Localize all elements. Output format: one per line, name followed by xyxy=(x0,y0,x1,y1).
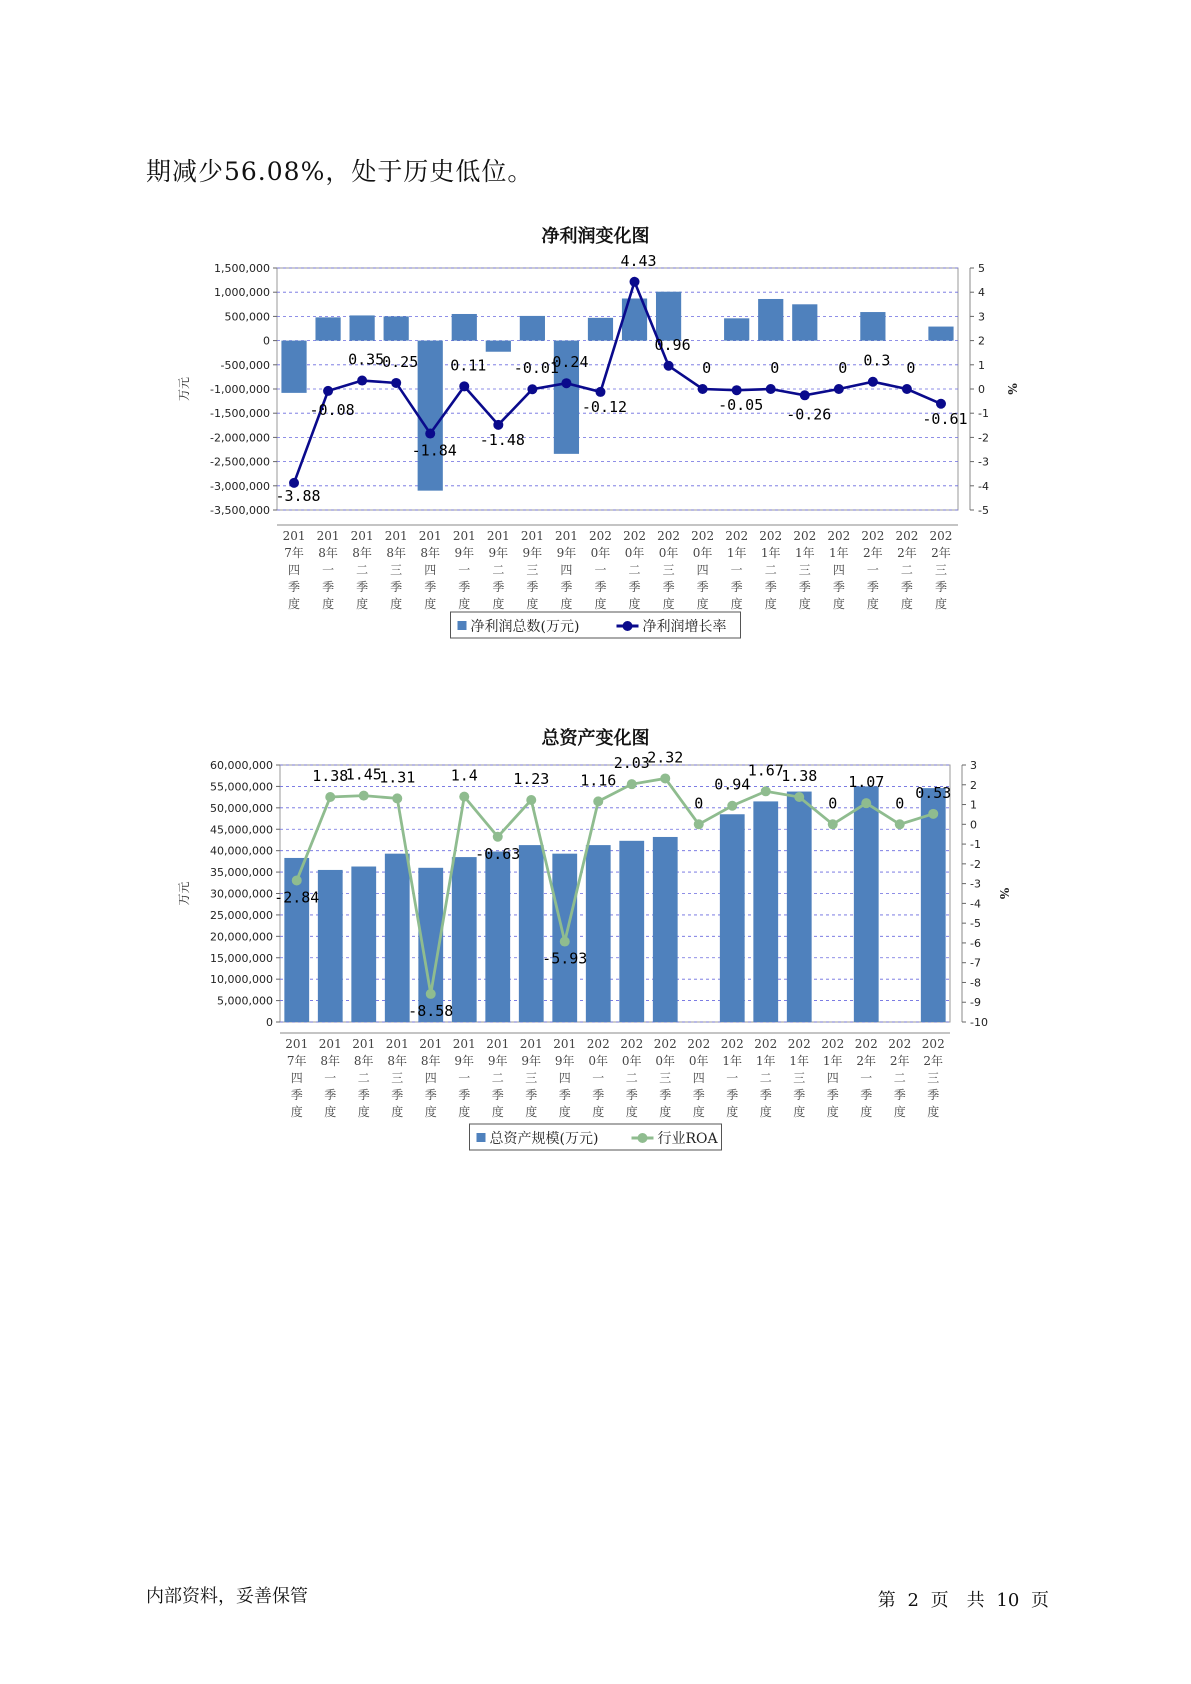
bar-10 xyxy=(588,318,613,341)
data-label-4: 0.25 xyxy=(382,352,419,371)
right-axis-tick-label: -3 xyxy=(970,877,981,891)
bar-2 xyxy=(318,870,343,1022)
line-point-3 xyxy=(359,791,369,801)
data-label-10: -0.12 xyxy=(581,397,628,416)
bar-4 xyxy=(385,854,410,1022)
line-point-12 xyxy=(660,773,670,783)
right-axis-unit: % xyxy=(997,887,1011,900)
x-tick-label: 201 8年一季度 xyxy=(316,529,340,611)
x-tick-label: 202 2年二季度 xyxy=(895,529,919,611)
right-axis-unit: % xyxy=(1005,383,1019,395)
x-tick-label: 201 9年四季度 xyxy=(554,529,578,611)
line-series xyxy=(294,282,941,483)
data-label-12: 0.96 xyxy=(654,335,691,354)
x-tick-label: 201 9年三季度 xyxy=(519,1037,543,1119)
x-tick-label: 201 9年一季度 xyxy=(452,529,476,611)
line-point-11 xyxy=(630,277,640,287)
legend-bar-swatch xyxy=(458,621,467,630)
x-tick-label: 202 1年二季度 xyxy=(759,529,783,611)
x-tick-label: 201 8年二季度 xyxy=(352,1037,376,1119)
data-label-17: 0 xyxy=(838,359,848,377)
line-point-5 xyxy=(425,429,435,439)
x-tick-label: 202 1年一季度 xyxy=(725,529,749,611)
left-axis-tick-label: 50,000,000 xyxy=(210,801,273,815)
bar-12 xyxy=(653,837,678,1022)
right-axis-tick-label: -10 xyxy=(970,1016,988,1029)
data-label-2: -0.08 xyxy=(309,400,355,419)
left-axis-tick-label: -1,000,000 xyxy=(210,383,270,396)
line-point-9 xyxy=(561,378,571,388)
right-axis-tick-label: 5 xyxy=(978,262,985,275)
footer-confidential-note: 内部资料，妥善保管 xyxy=(146,1586,308,1607)
line-point-17 xyxy=(834,384,844,394)
data-label-19: 0 xyxy=(895,794,905,813)
net-profit-chart-svg xyxy=(0,248,1191,688)
line-point-3 xyxy=(357,376,367,386)
left-axis-tick-label: 1,000,000 xyxy=(214,286,270,300)
data-label-5: -1.84 xyxy=(411,441,457,460)
line-point-9 xyxy=(560,937,570,947)
bar-11 xyxy=(619,841,644,1022)
x-tick-label: 202 0年二季度 xyxy=(620,1037,644,1119)
right-axis-tick-label: 0 xyxy=(970,818,977,832)
data-label-20: 0.53 xyxy=(915,783,952,802)
legend-line-marker xyxy=(623,621,633,631)
right-axis-tick-label: -7 xyxy=(970,956,981,970)
line-point-15 xyxy=(761,786,771,796)
bar-1 xyxy=(281,341,306,393)
data-label-14: -0.05 xyxy=(718,396,764,415)
bar-2 xyxy=(315,317,340,340)
right-axis-tick-label: -4 xyxy=(970,897,981,911)
total-assets-chart-svg xyxy=(0,750,1191,1190)
line-point-8 xyxy=(527,384,537,394)
line-point-19 xyxy=(902,384,912,394)
left-axis-tick-label: 30,000,000 xyxy=(210,887,273,901)
data-label-8: 1.23 xyxy=(513,769,550,788)
line-point-7 xyxy=(493,420,503,430)
right-axis-tick-label: 0 xyxy=(978,383,985,396)
x-tick-label: 202 2年三季度 xyxy=(929,529,953,611)
line-point-4 xyxy=(391,378,401,388)
line-point-17 xyxy=(828,819,838,829)
bar-20 xyxy=(921,788,946,1022)
left-axis-tick-label: 45,000,000 xyxy=(210,823,273,837)
x-tick-label: 202 2年一季度 xyxy=(854,1037,878,1119)
right-axis-tick-label: -9 xyxy=(970,996,981,1010)
left-axis-tick-label: 10,000,000 xyxy=(210,973,273,987)
line-point-15 xyxy=(766,384,776,394)
x-tick-label: 202 2年三季度 xyxy=(921,1037,945,1119)
x-tick-label: 201 7年四季度 xyxy=(285,1037,309,1119)
bar-12 xyxy=(656,292,681,341)
data-label-9: 0.24 xyxy=(552,353,589,372)
left-axis-tick-label: 0 xyxy=(263,334,270,348)
data-label-15: 0 xyxy=(770,359,780,377)
bar-7 xyxy=(485,852,510,1022)
line-point-20 xyxy=(928,809,938,819)
right-axis-tick-label: -2 xyxy=(970,857,981,871)
bar-10 xyxy=(586,845,611,1022)
chart-title: 总资产变化图 xyxy=(541,728,650,749)
x-tick-label: 202 0年一季度 xyxy=(589,529,612,611)
x-tick-label: 201 9年三季度 xyxy=(520,529,544,611)
left-axis-tick-label: 500,000 xyxy=(224,310,270,324)
right-axis-tick-label: -1 xyxy=(978,407,989,421)
data-label-18: 1.07 xyxy=(848,773,885,792)
line-point-2 xyxy=(323,386,333,396)
data-label-16: 1.38 xyxy=(781,767,818,786)
left-axis-tick-label: 55,000,000 xyxy=(210,780,273,794)
line-point-20 xyxy=(936,399,946,409)
legend-bar-swatch xyxy=(477,1133,486,1142)
data-label-11: 4.43 xyxy=(620,251,657,270)
bar-3 xyxy=(351,867,376,1022)
x-tick-label: 202 1年四季度 xyxy=(827,529,851,611)
data-label-11: 2.03 xyxy=(613,754,650,773)
right-axis-tick-label: 1 xyxy=(970,798,977,812)
legend-line-label: 净利润增长率 xyxy=(642,619,727,635)
data-label-12: 2.32 xyxy=(647,750,684,767)
x-tick-label: 202 0年四季度 xyxy=(687,1037,711,1119)
bar-7 xyxy=(486,341,511,352)
left-axis-tick-label: -3,500,000 xyxy=(210,504,270,517)
x-tick-label: 202 0年二季度 xyxy=(623,529,646,611)
data-label-7: -0.63 xyxy=(475,844,521,863)
left-axis-tick-label: 1,500,000 xyxy=(214,262,270,275)
x-tick-label: 201 8年二季度 xyxy=(350,529,374,611)
bar-4 xyxy=(384,316,409,340)
bar-14 xyxy=(724,318,749,340)
x-tick-label: 202 0年三季度 xyxy=(657,529,681,611)
bar-6 xyxy=(452,857,477,1022)
data-label-17: 0 xyxy=(828,794,838,813)
line-point-10 xyxy=(593,796,603,806)
right-axis-tick-label: -3 xyxy=(978,455,989,469)
bar-8 xyxy=(519,845,544,1022)
right-axis-tick-label: 2 xyxy=(978,334,985,348)
bar-8 xyxy=(520,316,545,341)
right-axis-tick-label: -6 xyxy=(970,936,981,950)
x-tick-label: 201 8年一季度 xyxy=(318,1037,342,1119)
x-tick-label: 201 9年四季度 xyxy=(553,1037,577,1119)
x-tick-label: 202 2年二季度 xyxy=(888,1037,912,1119)
x-tick-label: 202 0年四季度 xyxy=(691,529,715,611)
x-tick-label: 201 9年一季度 xyxy=(452,1037,476,1119)
right-axis-tick-label: 3 xyxy=(970,759,977,772)
left-axis-tick-label: 5,000,000 xyxy=(217,994,273,1008)
x-tick-label: 201 9年二季度 xyxy=(486,1037,510,1119)
bar-3 xyxy=(350,315,375,340)
left-axis-tick-label: -2,500,000 xyxy=(210,455,270,469)
footer-page-number: 第 2 页 共 10 页 xyxy=(877,1590,1049,1611)
right-axis-tick-label: -1 xyxy=(970,838,981,852)
data-label-14: 0.94 xyxy=(714,775,751,794)
line-point-18 xyxy=(861,798,871,808)
legend-line-label: 行业ROA xyxy=(657,1131,718,1147)
data-label-9: -5.93 xyxy=(542,949,588,968)
line-point-8 xyxy=(526,795,536,805)
x-tick-label: 202 0年一季度 xyxy=(586,1037,610,1119)
total-assets-chart xyxy=(0,720,1191,1180)
line-point-5 xyxy=(426,989,436,999)
line-point-14 xyxy=(727,801,737,811)
bar-14 xyxy=(720,814,745,1022)
intro-text: 期减少56.08%，处于历史低位。 xyxy=(146,157,534,186)
x-tick-label: 202 2年一季度 xyxy=(861,529,885,611)
left-axis-tick-label: -2,000,000 xyxy=(210,431,270,445)
chart-title: 净利润变化图 xyxy=(541,226,650,247)
data-label-1: -3.88 xyxy=(275,486,321,505)
data-label-8: -0.01 xyxy=(513,359,559,378)
legend-line-marker xyxy=(638,1133,648,1143)
x-tick-label: 202 1年三季度 xyxy=(793,529,817,611)
left-axis-unit: 万元 xyxy=(177,881,191,906)
left-axis-tick-label: -1,500,000 xyxy=(210,407,270,421)
x-tick-label: 201 8年三季度 xyxy=(384,529,408,611)
bar-16 xyxy=(792,304,817,340)
data-label-2: 1.38 xyxy=(312,767,349,786)
x-tick-label: 202 1年四季度 xyxy=(821,1037,845,1119)
data-label-3: 1.45 xyxy=(345,765,382,784)
line-point-16 xyxy=(800,390,810,400)
data-label-5: -8.58 xyxy=(408,1001,454,1020)
data-label-10: 1.16 xyxy=(580,771,617,790)
line-point-6 xyxy=(459,381,469,391)
right-axis-tick-label: -5 xyxy=(970,917,981,931)
left-axis-tick-label: 35,000,000 xyxy=(210,866,273,880)
left-axis-unit: 万元 xyxy=(177,376,191,402)
left-axis-tick-label: -3,000,000 xyxy=(210,479,270,493)
left-axis-tick-label: -500,000 xyxy=(220,358,270,372)
line-point-1 xyxy=(292,875,302,885)
bar-15 xyxy=(758,299,783,341)
right-axis-tick-label: 1 xyxy=(978,358,985,372)
x-tick-label: 201 7年四季度 xyxy=(282,529,306,611)
bar-6 xyxy=(452,314,477,341)
line-point-12 xyxy=(664,361,674,371)
left-axis-tick-label: 20,000,000 xyxy=(210,930,273,944)
data-label-13: 0 xyxy=(702,359,712,377)
x-tick-label: 202 1年三季度 xyxy=(787,1037,811,1119)
line-point-18 xyxy=(868,377,878,387)
data-label-15: 1.67 xyxy=(747,761,784,780)
bar-15 xyxy=(753,801,778,1022)
bar-16 xyxy=(787,792,812,1022)
left-axis-tick-label: 40,000,000 xyxy=(210,844,273,858)
net-profit-chart xyxy=(0,218,1191,678)
data-label-4: 1.31 xyxy=(379,768,416,787)
left-axis-tick-label: 25,000,000 xyxy=(210,908,273,922)
right-axis-tick-label: 2 xyxy=(970,778,977,792)
right-axis-tick-label: 3 xyxy=(978,310,985,324)
right-axis-tick-label: -5 xyxy=(978,504,989,517)
data-label-18: 0.3 xyxy=(863,351,891,370)
bar-5 xyxy=(418,341,443,491)
data-label-1: -2.84 xyxy=(274,888,320,907)
line-point-11 xyxy=(627,779,637,789)
line-point-19 xyxy=(895,819,905,829)
left-axis-tick-label: 60,000,000 xyxy=(210,759,273,772)
data-label-13: 0 xyxy=(694,794,704,813)
line-point-16 xyxy=(794,792,804,802)
plot-frame xyxy=(280,765,950,1022)
x-tick-label: 201 8年四季度 xyxy=(418,529,442,611)
line-point-4 xyxy=(392,793,402,803)
left-axis-tick-label: 15,000,000 xyxy=(210,951,273,965)
x-tick-label: 202 1年二季度 xyxy=(754,1037,778,1119)
x-tick-label: 201 8年四季度 xyxy=(419,1037,443,1119)
line-point-13 xyxy=(698,384,708,394)
x-tick-label: 201 9年二季度 xyxy=(486,529,510,611)
x-tick-label: 202 1年一季度 xyxy=(720,1037,744,1119)
data-label-6: 1.4 xyxy=(450,766,478,785)
left-axis-tick-label: 0 xyxy=(266,1016,273,1029)
data-label-19: 0 xyxy=(906,359,916,377)
right-axis-tick-label: 4 xyxy=(978,286,985,300)
data-label-3: 0.35 xyxy=(348,350,385,369)
bar-18 xyxy=(860,312,885,341)
data-label-7: -1.48 xyxy=(479,430,525,449)
legend-bar-label: 总资产规模(万元) xyxy=(489,1131,599,1147)
bar-20 xyxy=(928,327,953,341)
data-label-16: -0.26 xyxy=(786,405,832,424)
right-axis-tick-label: -8 xyxy=(970,976,981,990)
x-tick-label: 201 8年三季度 xyxy=(385,1037,409,1119)
right-axis-tick-label: -2 xyxy=(978,431,989,445)
line-point-6 xyxy=(459,792,469,802)
data-label-20: -0.61 xyxy=(922,409,968,428)
data-label-6: 0.11 xyxy=(450,356,487,375)
line-point-10 xyxy=(595,387,605,397)
right-axis-tick-label: -4 xyxy=(978,479,989,493)
line-point-14 xyxy=(732,385,742,395)
line-point-7 xyxy=(493,832,503,842)
legend-bar-label: 净利润总数(万元) xyxy=(470,619,580,635)
line-point-2 xyxy=(325,792,335,802)
x-tick-label: 202 0年三季度 xyxy=(653,1037,677,1119)
line-point-13 xyxy=(694,819,704,829)
bar-18 xyxy=(854,786,879,1022)
